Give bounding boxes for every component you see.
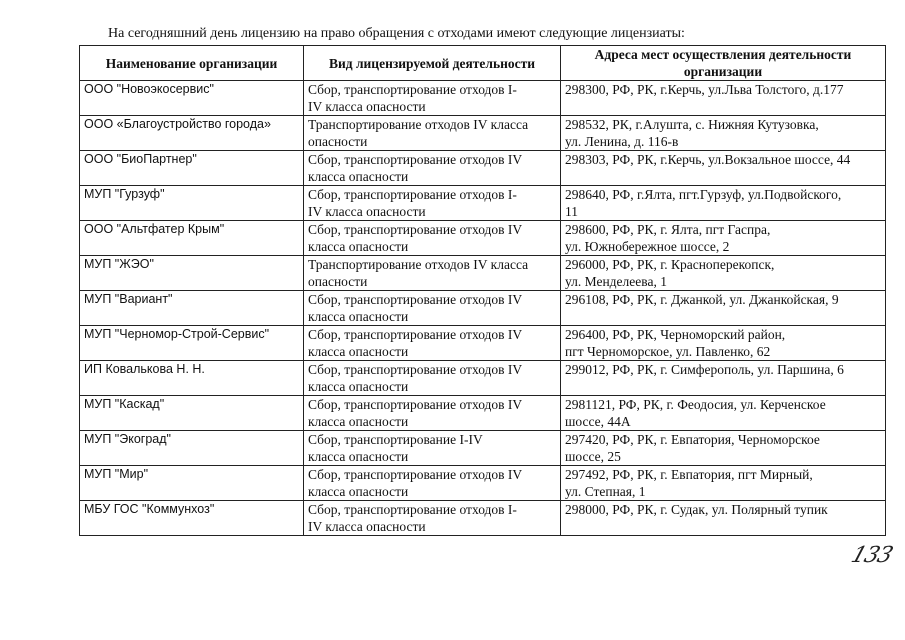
activity-line: класса опасности [308, 484, 409, 499]
activity-line: Сбор, транспортирование отходов I- [308, 187, 517, 202]
activity-line: Сбор, транспортирование отходов IV [308, 397, 523, 412]
activity-line: Сбор, транспортирование отходов IV [308, 327, 523, 342]
header-organization: Наименование организации [80, 46, 304, 81]
activity-line: Сбор, транспортирование отходов IV [308, 292, 523, 307]
organization-cell: ООО "Альтфатер Крым" [80, 221, 304, 256]
licensees-table [79, 45, 886, 536]
table-row [80, 291, 886, 326]
address-cell [561, 466, 886, 501]
table-row [80, 466, 886, 501]
activity-line: класса опасности [308, 239, 409, 254]
address-cell [561, 291, 886, 326]
address-cell [561, 116, 886, 151]
table-row [80, 186, 886, 221]
table-row [80, 81, 886, 116]
activity-line: Сбор, транспортирование отходов IV [308, 362, 523, 377]
address-line: ул. Менделеева, 1 [565, 274, 667, 289]
activity-cell [304, 431, 561, 466]
activity-cell [304, 81, 561, 116]
address-line: 297420, РФ, РК, г. Евпатория, Черноморское [565, 432, 820, 447]
header-address: Адреса мест осуществления деятельности организации [561, 46, 886, 81]
activity-cell [304, 221, 561, 256]
address-cell [561, 361, 886, 396]
address-line: 298303, РФ, РК, г.Керчь, ул.Вокзальное шоссе, 44 [565, 152, 851, 167]
activity-cell [304, 396, 561, 431]
address-cell [561, 396, 886, 431]
activity-line: класса опасности [308, 344, 409, 359]
activity-cell [304, 326, 561, 361]
address-line: 298300, РФ, РК, г.Керчь, ул.Льва Толстого, д.177 [565, 82, 844, 97]
activity-cell [304, 186, 561, 221]
address-line: 296108, РФ, РК, г. Джанкой, ул. Джанкойская, 9 [565, 292, 839, 307]
table-row [80, 501, 886, 536]
activity-line: Сбор, транспортирование отходов IV [308, 152, 523, 167]
organization-cell: МУП "Мир" [80, 466, 304, 501]
activity-line: IV класса опасности [308, 519, 426, 534]
address-line: 298532, РК, г.Алушта, с. Нижняя Кутузовка, [565, 117, 819, 132]
table-row [80, 116, 886, 151]
activity-line: Сбор, транспортирование отходов IV [308, 467, 523, 482]
activity-cell [304, 466, 561, 501]
activity-line: IV класса опасности [308, 204, 426, 219]
organization-cell: МУП "Вариант" [80, 291, 304, 326]
activity-line: опасности [308, 134, 368, 149]
activity-line: класса опасности [308, 414, 409, 429]
organization-cell: ООО "БиоПартнер" [80, 151, 304, 186]
address-line: ул. Степная, 1 [565, 484, 646, 499]
organization-cell: ООО «Благоустройство города» [80, 116, 304, 151]
activity-line: Транспортирование отходов IV класса [308, 117, 529, 132]
activity-cell [304, 291, 561, 326]
table-row [80, 361, 886, 396]
activity-cell [304, 361, 561, 396]
activity-line: IV класса опасности [308, 99, 426, 114]
address-cell [561, 256, 886, 291]
table-header-row [80, 46, 886, 81]
organization-cell: МБУ ГОС "Коммунхоз" [80, 501, 304, 536]
organization-cell: МУП "Каскад" [80, 396, 304, 431]
address-cell [561, 431, 886, 466]
activity-line: Сбор, транспортирование отходов I- [308, 502, 517, 517]
activity-cell [304, 501, 561, 536]
organization-cell: ООО "Новоэкосервис" [80, 81, 304, 116]
table-row [80, 326, 886, 361]
address-line: 298640, РФ, г.Ялта, пгт.Гурзуф, ул.Подвойского, [565, 187, 842, 202]
address-line: 299012, РФ, РК, г. Симферополь, ул. Паршина, 6 [565, 362, 844, 377]
activity-line: Сбор, транспортирование I-IV [308, 432, 483, 447]
activity-line: опасности [308, 274, 368, 289]
address-line: 298000, РФ, РК, г. Судак, ул. Полярный тупик [565, 502, 828, 517]
intro-text: На сегодняшний день лицензию на право обращения с отходами имеют следующие лицензиаты: [108, 26, 685, 41]
activity-line: класса опасности [308, 379, 409, 394]
activity-line: класса опасности [308, 169, 409, 184]
header-activity: Вид лицензируемой деятельности [304, 46, 561, 81]
address-line: ул. Ленина, д. 116-в [565, 134, 679, 149]
address-line: пгт Черноморское, ул. Павленко, 62 [565, 344, 771, 359]
address-line: 298600, РФ, РК, г. Ялта, пгт Гаспра, [565, 222, 771, 237]
handwritten-page-number: 133 [847, 543, 896, 568]
organization-cell: МУП "Черномор-Строй-Сервис" [80, 326, 304, 361]
address-line: 2981121, РФ, РК, г. Феодосия, ул. Керченское [565, 397, 826, 412]
address-cell [561, 326, 886, 361]
address-line: шоссе, 25 [565, 449, 621, 464]
organization-cell: ИП Ковалькова Н. Н. [80, 361, 304, 396]
table-row [80, 256, 886, 291]
organization-cell: МУП "Экоград" [80, 431, 304, 466]
organization-cell: МУП "Гурзуф" [80, 186, 304, 221]
address-line: 11 [565, 204, 578, 219]
address-line: 296400, РФ, РК, Черноморский район, [565, 327, 786, 342]
address-line: ул. Южнобережное шоссе, 2 [565, 239, 730, 254]
address-cell [561, 501, 886, 536]
address-cell [561, 221, 886, 256]
activity-line: Транспортирование отходов IV класса [308, 257, 529, 272]
activity-line: класса опасности [308, 309, 409, 324]
activity-cell [304, 256, 561, 291]
table-row [80, 151, 886, 186]
table-row [80, 396, 886, 431]
address-line: шоссе, 44А [565, 414, 631, 429]
address-line: 296000, РФ, РК, г. Красноперекопск, [565, 257, 775, 272]
address-line: 297492, РФ, РК, г. Евпатория, пгт Мирный, [565, 467, 813, 482]
address-cell [561, 81, 886, 116]
table-row [80, 221, 886, 256]
activity-line: Сбор, транспортирование отходов I- [308, 82, 517, 97]
address-cell [561, 186, 886, 221]
table-row [80, 431, 886, 466]
activity-line: Сбор, транспортирование отходов IV [308, 222, 523, 237]
address-cell [561, 151, 886, 186]
activity-cell [304, 151, 561, 186]
activity-cell [304, 116, 561, 151]
activity-line: класса опасности [308, 449, 409, 464]
organization-cell: МУП "ЖЭО" [80, 256, 304, 291]
